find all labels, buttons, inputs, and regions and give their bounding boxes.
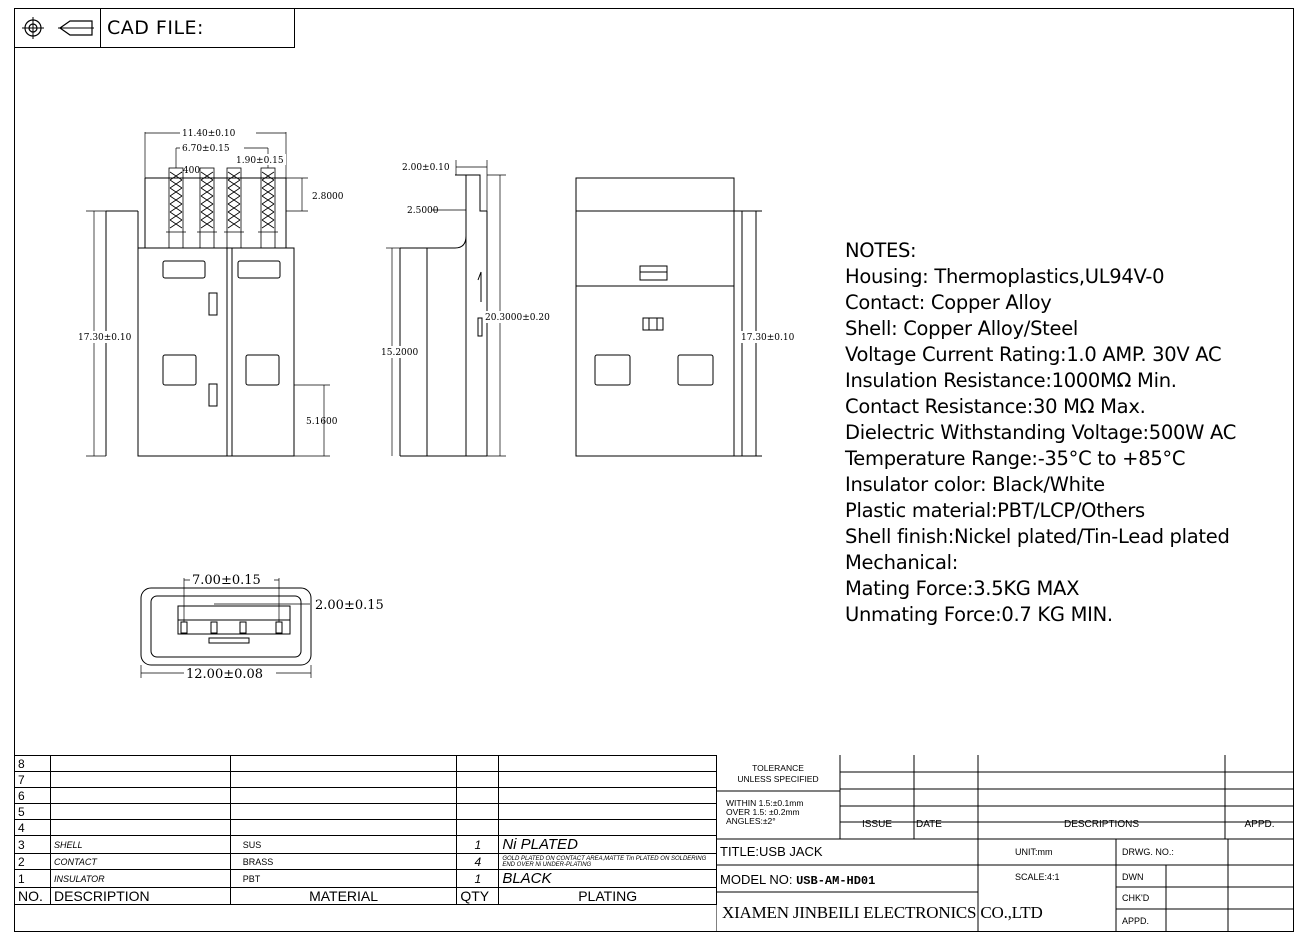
bom-head-desc: DESCRIPTION — [50, 888, 230, 905]
model-label: MODEL NO: — [720, 872, 793, 887]
bom-mat — [230, 820, 457, 836]
dim-12-00: 12.00±0.08 — [186, 667, 264, 682]
dim-6-70: 6.70±0.15 — [182, 144, 230, 154]
appd-label: APPD. — [1244, 819, 1275, 830]
tolerance-label: TOLERANCE — [752, 763, 804, 773]
dim-2-8000: 2.8000 — [312, 192, 344, 202]
side-view — [386, 160, 506, 456]
bom-plating — [499, 820, 717, 836]
dim-7-00: 7.00±0.15 — [192, 573, 261, 588]
bom-qty — [457, 788, 499, 804]
dwn-label: DWN — [1122, 872, 1144, 882]
tolerance-within: WITHIN 1.5:±0.1mm — [726, 798, 804, 808]
bom-no: 6 — [15, 788, 51, 804]
bom-mat: SUS — [230, 836, 457, 854]
note-line: Unmating Force:0.7 KG MIN. — [845, 603, 1113, 626]
tolerance-angles: ANGLES:±2° — [726, 816, 776, 826]
note-line: Mechanical: — [845, 551, 958, 574]
bom-head-mat: MATERIAL — [230, 888, 457, 905]
notes-heading: NOTES: — [845, 239, 917, 262]
dim-15-2000: 15.2000 — [381, 348, 419, 358]
bom-plating — [499, 804, 717, 820]
bom-qty: 4 — [457, 854, 499, 870]
bom-no: 1 — [15, 870, 51, 888]
dim-0-400: .400 — [180, 166, 201, 176]
tolerance-over: OVER 1.5: ±0.2mm — [726, 807, 800, 817]
note-line: Dielectric Withstanding Voltage:500W AC — [845, 421, 1237, 444]
bill-of-materials — [14, 755, 717, 905]
bom-qty — [457, 756, 499, 772]
bom-plating — [499, 772, 717, 788]
note-line: Voltage Current Rating:1.0 AMP. 30V AC — [845, 343, 1222, 366]
note-line: Temperature Range:-35°C to +85°C — [845, 447, 1186, 470]
approved-label: APPD. — [1122, 916, 1150, 926]
bom-qty: 1 — [457, 836, 499, 854]
note-line: Plastic material:PBT/LCP/Others — [845, 499, 1145, 522]
notes-block — [845, 238, 1236, 628]
bom-mat — [230, 756, 457, 772]
dim-2-5000: 2.5000 — [407, 206, 439, 216]
bom-desc — [50, 756, 230, 772]
bom-no: 8 — [15, 756, 51, 772]
dim-2-00-side: 2.00±0.10 — [402, 163, 450, 173]
bom-desc — [50, 820, 230, 836]
bom-desc — [50, 788, 230, 804]
top-view — [576, 178, 762, 456]
bom-desc: CONTACT — [50, 854, 230, 870]
table-row — [15, 772, 717, 788]
bom-head-qty: QTY — [457, 888, 499, 905]
bom-mat: BRASS — [230, 854, 457, 870]
table-row — [15, 820, 717, 836]
checked-label: CHK'D — [1122, 893, 1150, 903]
note-line: Contact: Copper Alloy — [845, 291, 1052, 314]
bom-mat — [230, 788, 457, 804]
drawing-number-label: DRWG. NO.: — [1122, 847, 1174, 857]
title-label: TITLE:USB JACK — [720, 844, 823, 859]
bom-head-plating: PLATING — [499, 888, 717, 905]
bom-qty — [457, 804, 499, 820]
dim-2-00-end: 2.00±0.15 — [315, 598, 384, 613]
model-value: USB-AM-HD01 — [796, 874, 876, 888]
dim-1-90: 1.90±0.15 — [236, 156, 284, 166]
bom-desc: INSULATOR — [50, 870, 230, 888]
title-block — [716, 755, 1294, 932]
note-line: Contact Resistance:30 MΩ Max. — [845, 395, 1146, 418]
table-row — [15, 870, 717, 888]
bom-no: 2 — [15, 854, 51, 870]
company-name: XIAMEN JINBEILI ELECTRONICS CO.,LTD — [722, 903, 1043, 922]
table-row — [15, 788, 717, 804]
bom-no: 5 — [15, 804, 51, 820]
table-header-row — [15, 888, 717, 905]
dim-17-30-front: 17.30±0.10 — [78, 333, 132, 343]
dim-11-40: 11.40±0.10 — [182, 129, 236, 139]
date-label: DATE — [916, 819, 942, 830]
bom-plating: BLACK — [499, 870, 717, 888]
note-line: Shell finish:Nickel plated/Tin-Lead plated — [845, 525, 1230, 548]
note-line: Mating Force:3.5KG MAX — [845, 577, 1080, 600]
bom-plating — [499, 756, 717, 772]
bom-no: 3 — [15, 836, 51, 854]
bom-plating: GOLD PLATED ON CONTACT AREA,MATTE Tin PLATED ON SOLDERING END OVER Ni UNDER-PLATING — [499, 854, 717, 870]
bom-no: 7 — [15, 772, 51, 788]
end-view — [141, 578, 311, 678]
bom-plating: Ni PLATED — [499, 836, 717, 854]
dim-20-3000: 20.3000±0.20 — [485, 313, 550, 323]
note-line: Shell: Copper Alloy/Steel — [845, 317, 1079, 340]
issue-label: ISSUE — [861, 819, 892, 830]
bom-qty — [457, 820, 499, 836]
note-line: Housing: Thermoplastics,UL94V-0 — [845, 265, 1165, 288]
cad-file-label: CAD FILE: — [107, 17, 204, 39]
note-line: Insulation Resistance:1000MΩ Min. — [845, 369, 1177, 392]
bom-desc — [50, 772, 230, 788]
table-row — [15, 804, 717, 820]
dim-17-30-top: 17.30±0.10 — [741, 333, 795, 343]
unit-label: UNIT:mm — [1015, 847, 1053, 857]
front-view — [86, 132, 330, 456]
table-row — [15, 854, 717, 870]
bom-mat — [230, 804, 457, 820]
bom-qty: 1 — [457, 870, 499, 888]
table-row — [15, 756, 717, 772]
bom-mat: PBT — [230, 870, 457, 888]
tolerance-sub: UNLESS SPECIFIED — [737, 774, 819, 784]
bom-no: 4 — [15, 820, 51, 836]
bom-qty — [457, 772, 499, 788]
bom-plating — [499, 788, 717, 804]
bom-desc — [50, 804, 230, 820]
table-row — [15, 836, 717, 854]
dim-5-1600: 5.1600 — [306, 417, 338, 427]
bom-mat — [230, 772, 457, 788]
note-line: Insulator color: Black/White — [845, 473, 1105, 496]
bom-head-no: NO. — [15, 888, 51, 905]
scale-label: SCALE:4:1 — [1015, 872, 1060, 882]
descriptions-label: DESCRIPTIONS — [1063, 819, 1139, 830]
bom-desc: SHELL — [50, 836, 230, 854]
